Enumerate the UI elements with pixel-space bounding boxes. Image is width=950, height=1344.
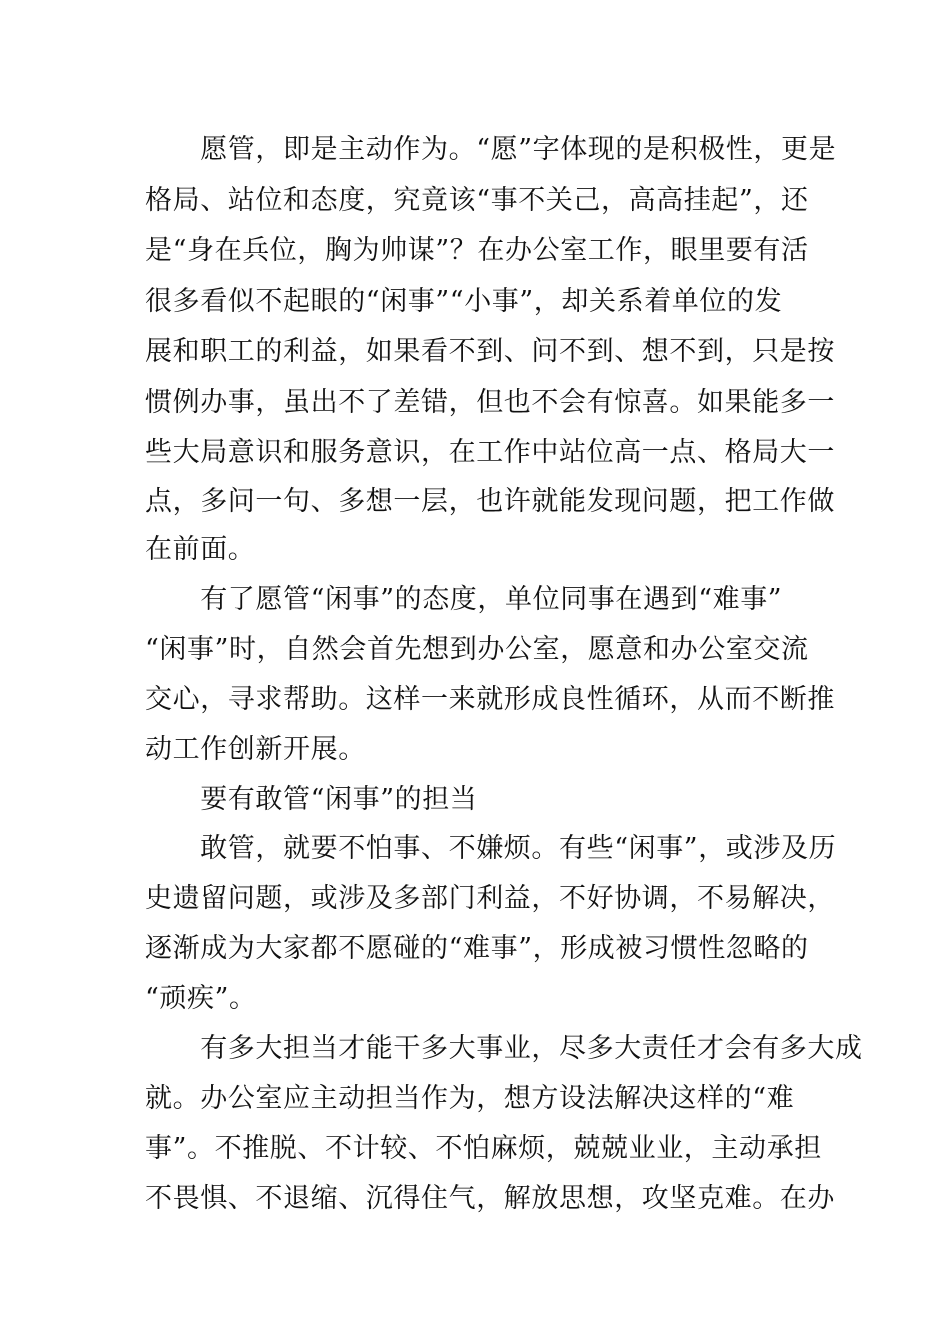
text-line: 很多看似不起眼的“闲事”“小事”，却关系着单位的发 (145, 286, 783, 317)
text-line: 逐渐成为大家都不愿碰的“难事”，形成被习惯性忽略的 (145, 933, 809, 964)
text-line: 敢管，就要不怕事、不嫌烦。有些“闲事”，或涉及历 (145, 833, 837, 864)
text-line: 事”。不推脱、不计较、不怕麻烦，兢兢业业，主动承担 (145, 1133, 822, 1164)
text-line: 不畏惧、不退缩、沉得住气，解放思想，攻坚克难。在办 (145, 1183, 835, 1214)
section-heading: 要有敢管“闲事”的担当 (145, 784, 478, 815)
text-line: 点，多问一句、多想一层，也许就能发现问题，把工作做 (145, 486, 835, 517)
text-line: 展和职工的利益，如果看不到、问不到、想不到，只是按 (145, 336, 835, 367)
text-line: 有多大担当才能干多大事业，尽多大责任才会有多大成 (145, 1033, 863, 1064)
text-line: 交心，寻求帮助。这样一来就形成良性循环，从而不断推 (145, 684, 835, 715)
text-line: 些大局意识和服务意识，在工作中站位高一点、格局大一 (145, 437, 835, 468)
text-line: 就。办公室应主动担当作为，想方设法解决这样的“难 (145, 1083, 795, 1114)
text-line: “顽疾”。 (145, 983, 257, 1014)
text-line: 是“身在兵位，胸为帅谋”？在办公室工作，眼里要有活 (145, 235, 809, 266)
text-line: 愿管，即是主动作为。“愿”字体现的是积极性，更是 (145, 134, 837, 165)
text-line: 动工作创新开展。 (145, 734, 366, 765)
text-line: 史遗留问题，或涉及多部门利益，不好协调，不易解决， (145, 883, 835, 914)
text-line: “闲事”时，自然会首先想到办公室，愿意和办公室交流 (145, 634, 809, 665)
text-line: 惯例办事，虽出不了差错，但也不会有惊喜。如果能多一 (145, 387, 835, 418)
text-line: 在前面。 (145, 534, 256, 565)
text-line: 有了愿管“闲事”的态度，单位同事在遇到“难事” (145, 584, 783, 615)
text-line: 格局、站位和态度，究竟该“事不关己，高高挂起”，还 (145, 185, 809, 216)
